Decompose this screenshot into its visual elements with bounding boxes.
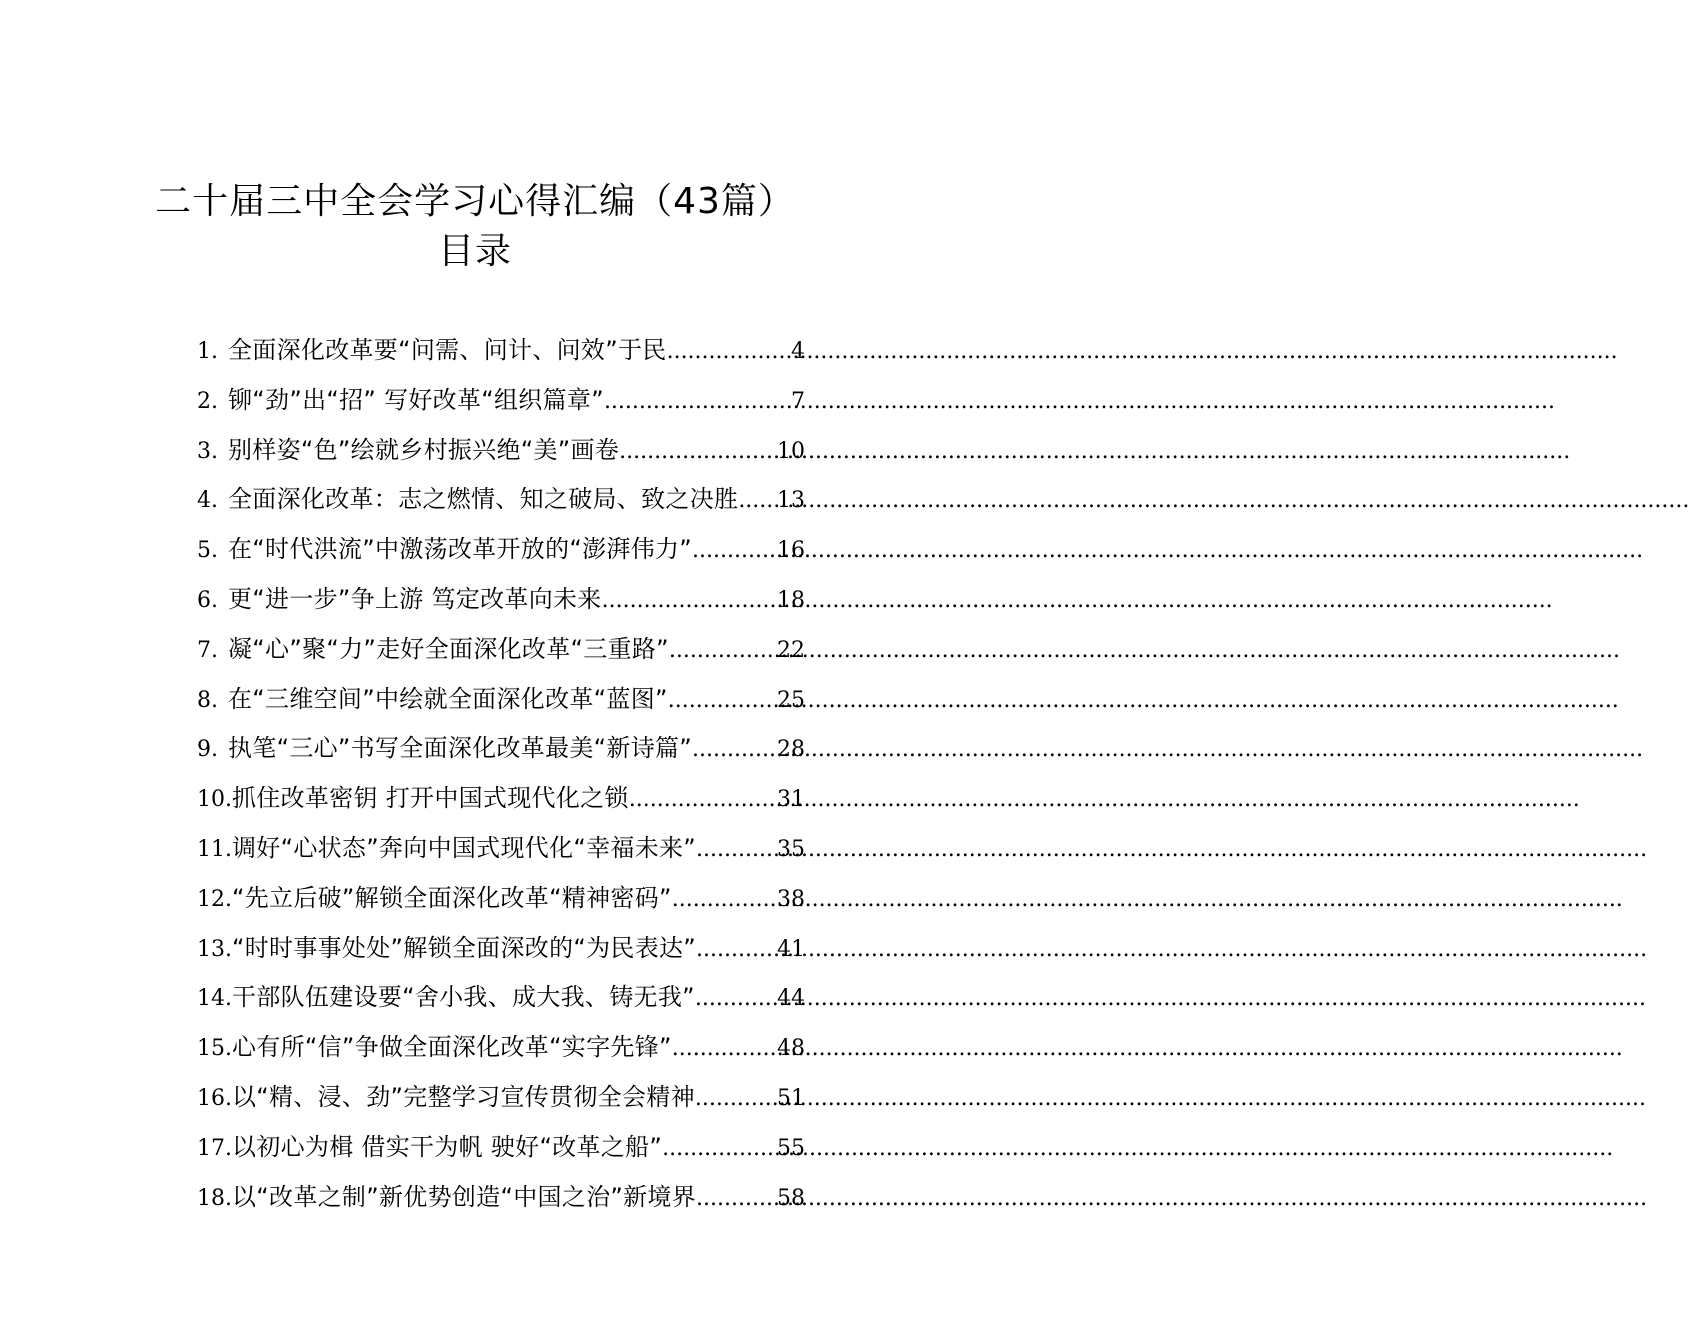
toc-entry-number: 10. — [197, 787, 232, 813]
dot-leader — [604, 382, 791, 422]
toc-entry-title: 在“时代洪流”中激荡改革开放的“澎湃伟力” — [228, 535, 693, 564]
toc-entry-page: 51 — [777, 1085, 805, 1111]
toc-entry-number: 17. — [197, 1135, 232, 1161]
toc-entry-title: 以初心为楫 借实干为帆 驶好“改革之船” — [232, 1132, 663, 1161]
toc-entry-13[interactable] — [197, 928, 805, 978]
dot-leader — [662, 1129, 777, 1169]
toc-entry-title: 铆“劲”出“招” 写好改革“组织篇章” — [228, 385, 604, 414]
toc-entry-title: “时时事事处处”解锁全面深改的“为民表达” — [232, 933, 697, 962]
dot-leader — [695, 979, 777, 1019]
toc-entry-page: 4 — [791, 339, 805, 364]
dot-leader — [668, 681, 777, 721]
dot-leader — [695, 1079, 777, 1119]
toc-entry-title: 以“精、浸、劲”完整学习宣传贯彻全会精神 — [232, 1082, 695, 1111]
toc-entry-page: 35 — [777, 836, 805, 862]
toc-entry-title: 凝“心”聚“力”走好全面深化改革“三重路” — [228, 634, 669, 663]
dot-leader — [672, 1029, 777, 1069]
toc-entry-title: 在“三维空间”中绘就全面深化改革“蓝图” — [228, 684, 668, 713]
toc-entry-page: 25 — [777, 687, 805, 713]
toc-entry-title: 以“改革之制”新优势创造“中国之治”新境界 — [232, 1182, 697, 1211]
toc-entry-page: 58 — [777, 1185, 805, 1211]
toc-entry-page: 38 — [777, 886, 805, 912]
toc-entry-page: 48 — [777, 1036, 805, 1062]
toc-entry-number: 7. — [197, 637, 218, 663]
toc-entry-number: 18. — [197, 1185, 232, 1211]
dot-leader — [696, 1179, 777, 1219]
dot-leader — [696, 930, 777, 970]
toc-entry-11[interactable] — [197, 828, 805, 878]
toc-entry-12[interactable] — [197, 878, 805, 928]
toc-entry-number: 1. — [197, 339, 218, 364]
toc-entry-number: 3. — [197, 438, 218, 464]
toc-entry-page: 31 — [777, 787, 805, 813]
dot-leader — [692, 730, 777, 770]
toc-entry-15[interactable] — [197, 1027, 805, 1077]
dot-leader — [738, 481, 777, 521]
toc-entry-number: 15. — [197, 1036, 232, 1062]
toc-entry-1[interactable] — [197, 330, 805, 380]
dot-leader — [667, 332, 791, 372]
toc-entry-page: 44 — [777, 986, 805, 1012]
toc-entry-number: 2. — [197, 388, 218, 414]
toc-entry-title: 别样姿“色”绘就乡村振兴绝“美”画卷 — [228, 435, 620, 464]
toc-entry-4[interactable] — [197, 479, 805, 529]
toc-heading: 目录 — [437, 231, 512, 272]
toc-entry-3[interactable] — [197, 430, 805, 480]
toc-entry-8[interactable] — [197, 679, 805, 729]
toc-entry-title: “先立后破”解锁全面深化改革“精神密码” — [232, 883, 672, 912]
toc-entry-number: 5. — [197, 538, 218, 564]
dot-leader — [669, 631, 777, 671]
dot-leader — [692, 531, 777, 571]
toc-entry-page: 13 — [777, 488, 805, 514]
toc-entry-number: 14. — [197, 986, 232, 1012]
toc-entry-title: 执笔“三心”书写全面深化改革最美“新诗篇” — [228, 734, 693, 763]
toc-entry-page: 22 — [777, 637, 805, 663]
toc-entry-number: 4. — [197, 488, 218, 514]
toc-entry-17[interactable] — [197, 1127, 805, 1177]
toc-entry-18[interactable] — [197, 1177, 805, 1227]
toc-entry-2[interactable] — [197, 380, 805, 430]
dot-leader — [619, 432, 777, 472]
toc-entry-6[interactable] — [197, 579, 805, 629]
toc-entry-title: 调好“心状态”奔向中国式现代化“幸福未来” — [232, 833, 697, 862]
toc-entry-page: 55 — [777, 1135, 805, 1161]
toc-entry-number: 11. — [197, 836, 232, 862]
toc-entry-10[interactable] — [197, 778, 805, 828]
toc-entry-9[interactable] — [197, 728, 805, 778]
toc-entry-page: 41 — [777, 936, 805, 962]
toc-entry-title: 心有所“信”争做全面深化改革“实字先锋” — [232, 1033, 672, 1062]
toc-entry-16[interactable] — [197, 1077, 805, 1127]
toc-entry-number: 9. — [197, 737, 218, 763]
toc-entry-title: 抓住改革密钥 打开中国式现代化之锁 — [232, 784, 629, 813]
toc-entry-number: 16. — [197, 1085, 232, 1111]
toc-entry-title: 全面深化改革：志之燃情、知之破局、致之决胜 — [228, 485, 739, 514]
toc-entry-page: 10 — [777, 438, 805, 464]
dot-leader — [629, 780, 777, 820]
toc-entry-page: 18 — [777, 587, 805, 613]
document-title: 二十届三中全会学习心得汇编（43篇） — [155, 181, 795, 222]
toc-entry-number: 8. — [197, 687, 218, 713]
toc-entry-title: 干部队伍建设要“舍小我、成大我、铸无我” — [232, 983, 695, 1012]
dot-leader — [672, 880, 777, 920]
table-of-contents — [197, 330, 805, 1226]
toc-entry-title: 更“进一步”争上游 笃定改革向未来 — [228, 584, 602, 613]
toc-entry-number: 13. — [197, 936, 232, 962]
toc-entry-number: 12. — [197, 886, 232, 912]
toc-entry-7[interactable] — [197, 629, 805, 679]
dot-leader — [696, 830, 777, 870]
toc-entry-14[interactable] — [197, 977, 805, 1027]
dot-leader — [602, 581, 777, 621]
toc-entry-page: 7 — [791, 388, 805, 414]
toc-entry-number: 6. — [197, 587, 218, 613]
toc-entry-5[interactable] — [197, 529, 805, 579]
toc-entry-page: 28 — [777, 737, 805, 763]
toc-entry-page: 16 — [777, 538, 805, 564]
toc-entry-title: 全面深化改革要“问需、问计、问效”于民 — [228, 336, 667, 364]
